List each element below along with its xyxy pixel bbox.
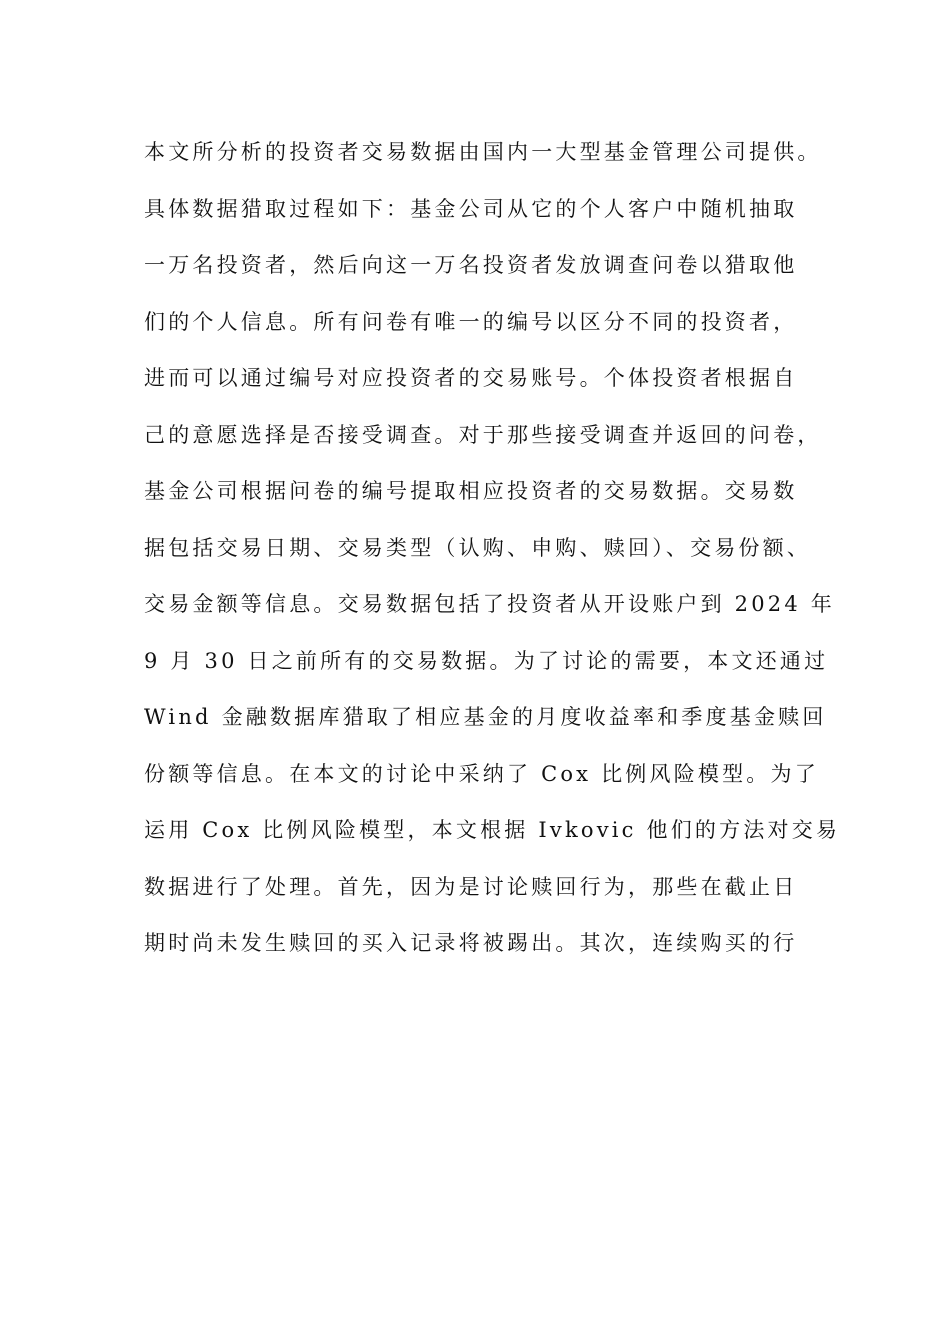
text-line-10: 9 月 30 日之前所有的交易数据。为了讨论的需要，本文还通过 [144, 648, 829, 673]
text-line-4: 们的个人信息。所有问卷有唯一的编号以区分不同的投资者， [144, 309, 798, 334]
text-line-11: Wind 金融数据库猎取了相应基金的月度收益率和季度基金赎回 [144, 705, 827, 729]
text-line-6: 己的意愿选择是否接受调查。对于那些接受调查并返回的问卷， [144, 422, 822, 447]
text-line-9: 交易金额等信息。交易数据包括了投资者从开设账户到 2024 年 [144, 592, 835, 616]
text-line-5: 进而可以通过编号对应投资者的交易账号。个体投资者根据自 [144, 366, 798, 390]
text-line-2: 具体数据猎取过程如下：基金公司从它的个人客户中随机抽取 [144, 196, 798, 221]
text-line-13: 运用 Cox 比例风险模型，本文根据 Ivkovic 他们的方法对交易 [144, 818, 841, 842]
text-line-14: 数据进行了处理。首先，因为是讨论赎回行为，那些在截止日 [144, 874, 798, 899]
body-paragraph [144, 130, 841, 978]
text-line-12: 份额等信息。在本文的讨论中采纳了 Cox 比例风险模型。为了 [144, 761, 819, 786]
text-line-15: 期时尚未发生赎回的买入记录将被踢出。其次，连续购买的行 [144, 931, 798, 955]
text-line-8: 据包括交易日期、交易类型（认购、申购、赎回）、交易份额、 [144, 535, 812, 560]
text-line-3: 一万名投资者，然后向这一万名投资者发放调查问卷以猎取他 [144, 253, 798, 277]
text-line-1: 本文所分析的投资者交易数据由国内一大型基金管理公司提供。 [144, 140, 822, 164]
text-line-7: 基金公司根据问卷的编号提取相应投资者的交易数据。交易数 [144, 479, 798, 503]
